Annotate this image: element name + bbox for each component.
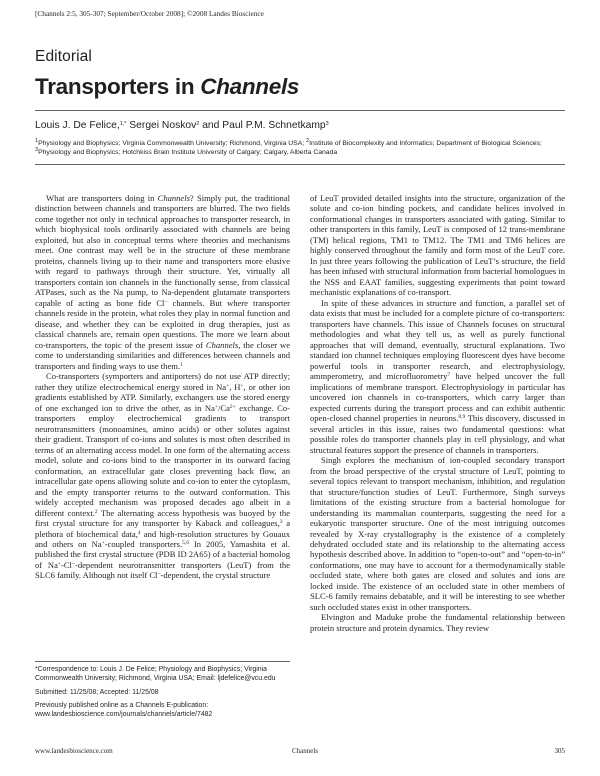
body-column-left xyxy=(35,193,290,581)
article-notes xyxy=(35,665,290,723)
superscript: + xyxy=(226,382,230,389)
text-run: , H xyxy=(229,381,241,392)
citation-ref: 7 xyxy=(447,372,451,379)
citation-ref: 1 xyxy=(180,361,183,368)
superscript: − xyxy=(164,298,168,305)
affil-1: Physiology and Biophysics; Virginia Commonwealth University; Richmond, Virginia USA; xyxy=(38,140,307,147)
citation-ref: 4 xyxy=(137,529,141,536)
footer-website: www.landesbioscience.com xyxy=(35,747,113,755)
text-run: This discovery, discussed in several articles in this issue, raises two fundamental questions: what possible roles do transporter channels play in cell physiology, and what structural features support the presence of channels in transporters. xyxy=(310,413,565,455)
footer-page-number: 305 xyxy=(554,747,565,755)
text-run: -dependent neurotransmitter transporters (LeuT) from the SLC6 family. Although not itself Cl xyxy=(35,559,290,581)
correspondence-note: *Correspondence to: Louis J. De Felice; Physiology and Biophysics; Virginia Commonwealth University; Richmond, Virginia USA; Email: ljdefelice@vcu.edu xyxy=(35,666,276,683)
author-list xyxy=(35,120,329,131)
affil-2: Institute of Biocomplexity and Informatics; Department of Biological Sciences; xyxy=(309,140,542,147)
citation-ref: 5,6 xyxy=(182,539,189,546)
affil-1-marker: 1 xyxy=(35,138,39,144)
affil-3-marker: 3 xyxy=(35,147,39,154)
journal-name: Channels xyxy=(157,193,190,203)
section-label: Editorial xyxy=(35,48,92,65)
text-run: -coupled transporters. xyxy=(104,538,183,549)
superscript: + xyxy=(101,539,105,546)
text-run: Co-transporters (symporters and antiporters) do not use ATP directly; rather they utilize electrochemical energy stored in Na xyxy=(35,371,290,392)
paragraph xyxy=(310,455,565,612)
article-title xyxy=(35,74,299,100)
text-run: Singh explores the mechanism of ion-coupled secondary transport from the broad perspective of the crystal structure of LeuT, pointing to several topics relevant to transport mechanism, inhibition, and regulation that structure/function studies of LeuT. Furthermore, Singh surveys limitations of the existing structure from a bacterial homologue for understanding its mammalian counterparts, suggesting the need for a eukaryotic transporter structure. One of the most intriguing outcomes revealed by X-ray crystallography is the existence of a completely dehydrated occluded state and its relationship to the alternating access hypothesis described above. In addition to “open-to-out” and “open-to-in” conformations, one may have to account for a thermodynamically stable occluded state, where both gates are closed and solutes and ions are locked inside. The existence of an occluded state in other members of SLC-6 family remains debatable, and it will be interesting to see whether such occluded states exist in other transporters. xyxy=(310,455,565,612)
superscript: 2+ xyxy=(229,403,236,410)
title-journal-name: Channels xyxy=(200,74,300,99)
superscript: + xyxy=(240,382,244,389)
text-run: In 2005, Yamashita et al. published the first crystal structure (PDB ID 2A65) of a bacterial homolog of Na xyxy=(35,538,290,570)
citation-ref: 3 xyxy=(279,519,283,526)
author-2: Sergei Noskov xyxy=(126,120,197,131)
text-run: exchange. Co-transporters employ electrochemical gradients to transport neurotransmitters (monoamines, amino acids) or other solutes against their gradient. Transport of co-ions and solutes is most often described in terms of an alternating access model. In one form of the alternating access model, solute and co-ions bind to the transporter in its outward facing conformation, an extracellular gate closes preventing back flow, an intracellular gate opens allowing solute and co-ion to enter the cytoplasm, and the empty transporter returns to the outward conformation. This widely accepted mechanism was proposed decades ago albeit in a different context. xyxy=(35,402,291,518)
text-run: The alternating access hypothesis was buoyed by the first crystal structure for any transporter by Kaback and colleagues, xyxy=(35,507,290,529)
text-run: have helped uncover the full implications of membrane transport. Electrophysiology in particular has uncovered ion channels in co-transporters, which carry larger than expected currents during the transport process and can exhibit authentic open-closed channel properties in neurons. xyxy=(310,371,566,424)
text-run: -dependent, the crystal structure xyxy=(160,570,271,581)
text-run: What are transporters doing in xyxy=(46,193,158,203)
text-run: ? Simply put, the traditional distinction between channels and transporters are blurred. The two fields come together not only in technical approaches to transporter research, in which biophysical tools ordinarily associated with channels are being exploited, but also in conceptual terms where theories and mechanisms meet. One contrast may well be in the structure of these membrane proteins, channels living up to their name and transporters more elusive with regard to pathways through their structure. Yet, virtually all transporters contain ion channels in the functionally sense, from classical ATPases, such as the Na pump, to Na-dependent glutamate transporters capable of acting as bone fide Cl xyxy=(35,193,291,308)
paragraph xyxy=(35,193,290,371)
notes-divider xyxy=(35,661,290,662)
author-3: and Paul P.M. Schnetkamp xyxy=(199,120,326,131)
author-1-affil: 1,* xyxy=(119,121,127,127)
author-1: Louis J. De Felice, xyxy=(35,120,120,131)
journal-name: Channels xyxy=(205,339,239,350)
superscript: − xyxy=(157,571,161,578)
text-run: , the closer we come to understanding similarities and differences between channels and transporters and finding ways to use them. xyxy=(35,339,290,371)
superscript: + xyxy=(57,560,61,567)
footer-journal: Channels xyxy=(291,747,319,755)
journal-header-meta: [Channels 2:5, 305-307; September/October 2008]; ©2008 Landes Bioscience xyxy=(35,9,264,18)
epub-note: Previously published online as a Channels E-publication: www.landesbioscience.com/journals/channels/article/7482 xyxy=(35,701,213,719)
text-run: of LeuT provided detailed insights into the structure, organization of the solute and co-ion binding pockets, and candidate helices involved in conformational changes in transporters associated with gating. Similar to other transporters in this family, LeuT is composed of 12 trans-membrane (TM) helical regions, TM1 to TM12. The TM1 and TM6 helices are highly conserved throughout the family and form most of the LeuT core. In just three years following the publication of LeuT’s structure, the field has been infused with structural information from bacterial homologues in the NSS and EAAT families, suggesting experiments that point toward mechanistic explanations of co-transport. xyxy=(310,193,565,298)
superscript: − xyxy=(71,560,76,567)
text-run: /Ca xyxy=(218,402,230,413)
superscript: + xyxy=(214,403,218,410)
submission-dates: Submitted: 11/25/08; Accepted: 11/25/08 xyxy=(35,688,159,696)
text-run: a plethora of biochemical data, xyxy=(35,518,290,539)
paragraph xyxy=(310,612,565,633)
title-prefix: Transporters in xyxy=(35,74,201,99)
text-run: Elvington and Maduke probe the fundamental relationship between protein structure and protein dynamics. They review xyxy=(310,612,565,633)
title-divider xyxy=(35,110,565,111)
affiliations xyxy=(35,139,565,157)
text-run: channels. But where transporter channels reside in the protein, what roles they play in normal function and disease, and whether they can be exploited in drug therapies, just as classical channels are, remain open questions. The more we learn about co-transporters, the topic of the present issue of xyxy=(35,297,290,350)
affil-2-marker: 2 xyxy=(306,138,310,144)
paragraph xyxy=(35,371,290,581)
text-run: , or other ion gradients established by ATP. Similarly, exchangers use the stored energy of one exchanged ion to drive the other, as in Na xyxy=(35,381,291,413)
citation-ref: 8,9 xyxy=(458,414,466,421)
author-3-affil: 3 xyxy=(325,121,329,127)
text-run: -Cl xyxy=(60,559,72,570)
citation-ref: 2 xyxy=(94,508,98,515)
text-run: In spite of these advances in structure and function, a parallel set of data exists that must be included for a complete picture of co-transporters: transporters have channels. This issue of Channels focuses on structural methodologies and what they tell us, as well as purely functional approaches that will demand, eventually, structural explanations. Two standard ion channel techniques employing fluorescent dyes have become powerful tools in transporter research, and electrophysiology, ammperometry, and microfluorometry xyxy=(310,297,565,382)
affil-3: Physiology and Biophysics; Hotchkiss Brain Institute University of Calgary; Calgary, Alberta Canada xyxy=(38,149,338,157)
paragraph xyxy=(310,193,565,298)
paragraph xyxy=(310,298,565,455)
affiliation-divider xyxy=(35,164,565,165)
author-2-affil: 2 xyxy=(196,121,200,127)
text-run: and high-resolution structures by Gouaux and others on Na xyxy=(35,528,290,549)
body-column-right xyxy=(310,193,565,633)
